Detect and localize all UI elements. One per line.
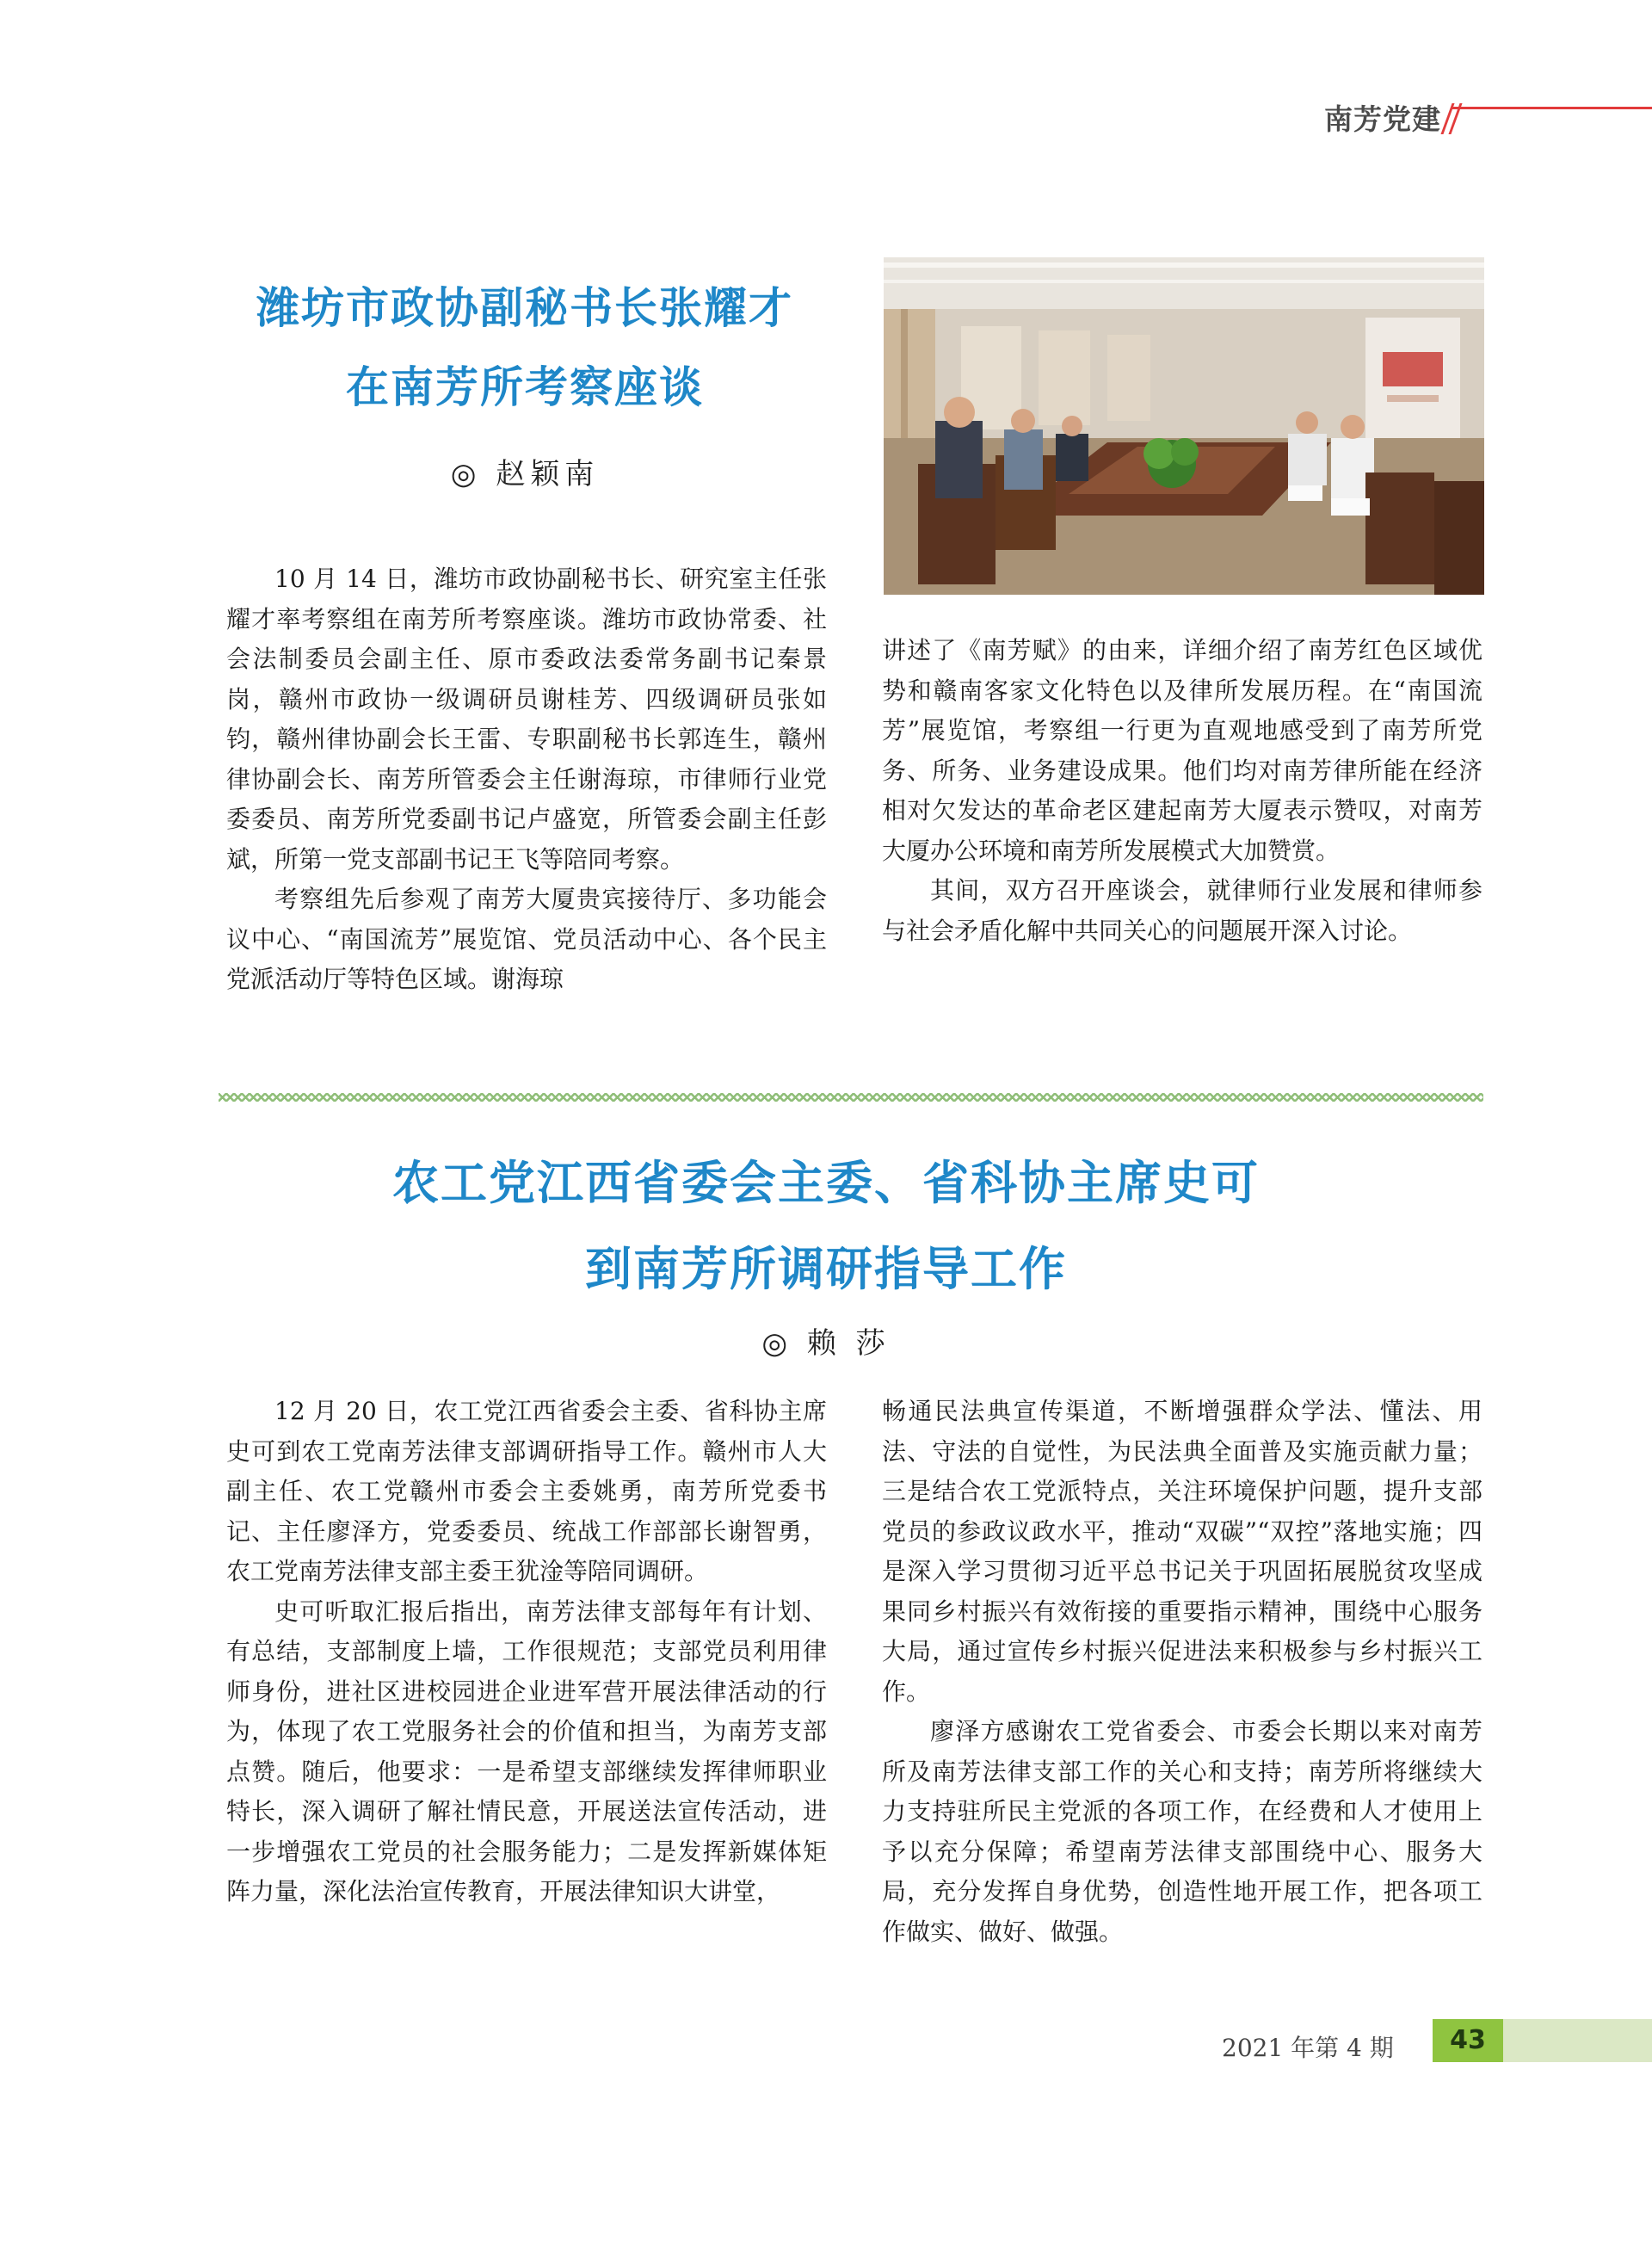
paragraph-continued: 讲述了《南芳赋》的由来，详细介绍了南芳红色区域优势和赣南客家文化特色以及律所发展历程。在“南国流芳”展览馆，考察组一行更为直观地感受到了南芳所党务、所务、业务建设成果。他们均对南芳律所能在经济相对欠发达的革命老区建起南芳大厦表示赞叹，对南芳大厦办公环境和南芳所发展模式大加赞赏。 (882, 636, 1482, 865)
meeting-photo (884, 257, 1484, 595)
paragraph-continued: 畅通民法典宣传渠道，不断增强群众学法、懂法、用法、守法的自觉性，为民法典全面普及实施贡献力量；三是结合农工党派特点，关注环境保护问题，提升支部党员的参政议政水平，推动“双碳”“双控”落地实施；四是深入学习贯彻习近平总书记关于巩固拓展脱贫攻坚成果同乡村振兴有效衔接的重要指示精神，围绕中心服务大局，通过宣传乡村振兴促进法来积极参与乡村振兴工作。 (882, 1397, 1482, 1706)
section-label: 南芳党建 (1324, 102, 1441, 136)
article1-title-line2: 在南芳所考察座谈 (346, 362, 704, 412)
article1-column1 (226, 559, 827, 1000)
section-divider (219, 1093, 1483, 1102)
article2-author: ◎ 赖 莎 (761, 1326, 891, 1361)
issue-label: 2021 年第 4 期 (1222, 2034, 1394, 2062)
footer-bar (1503, 2019, 1652, 2062)
meeting-photo-icon (884, 257, 1484, 595)
article1-column2 (882, 631, 1482, 951)
page-number: 43 (1433, 2019, 1503, 2062)
paragraph: 其间，双方召开座谈会，就律师行业发展和律师参与社会矛盾化解中共同关心的问题展开深入讨论。 (882, 876, 1482, 945)
article2-title-line2: 到南芳所调研指导工作 (585, 1242, 1067, 1296)
article1-title (189, 269, 860, 427)
article2-title (310, 1140, 1342, 1312)
article1-title-line1: 潍坊市政协副秘书长张耀才 (256, 283, 793, 333)
header-rule (1452, 107, 1652, 109)
paragraph: 12 月 20 日，农工党江西省委会主委、省科协主席史可到农工党南芳法律支部调研指导工作。赣州市人大副主任、农工党赣州市委会主委姚勇，南芳所党委书记、主任廖泽方，党委委员、统战工作部部长谢智勇，农工党南芳法律支部主委王犹淦等陪同调研。 (226, 1397, 827, 1585)
paragraph: 考察组先后参观了南芳大厦贵宾接待厅、多功能会议中心、“南国流芳”展览馆、党员活动中心、各个民主党派活动厅等特色区域。谢海琼 (226, 885, 827, 993)
article2-column2 (882, 1392, 1482, 1952)
paragraph: 10 月 14 日，潍坊市政协副秘书长、研究室主任张耀才率考察组在南芳所考察座谈。潍坊市政协常委、社会法制委员会副主任、原市委政法委常务副书记秦景岗，赣州市政协一级调研员谢桂芳、四级调研员张如钧，赣州律协副会长王雷、专职副秘书长郭连生，赣州律协副会长、南芳所管委会主任谢海琼，市律师行业党委委员、南芳所党委副书记卢盛宽，所管委会副主任彭斌，所第一党支部副书记王飞等陪同考察。 (226, 565, 827, 874)
paragraph: 廖泽方感谢农工党省委会、市委会长期以来对南芳所及南芳法律支部工作的关心和支持；南芳所将继续大力支持驻所民主党派的各项工作，在经费和人才使用上予以充分保障；希望南芳法律支部围绕中心、服务大局，充分发挥自身优势，创造性地开展工作，把各项工作做实、做好、做强。 (882, 1717, 1482, 1946)
article2-column1 (226, 1392, 827, 1912)
article2-title-line1: 农工党江西省委会主委、省科协主席史可 (392, 1156, 1260, 1210)
article1-author: ◎ 赵颖南 (450, 457, 600, 491)
paragraph: 史可听取汇报后指出，南芳法律支部每年有计划、有总结，支部制度上墙，工作很规范；支部党员利用律师身份，进社区进校园进企业进军营开展法律活动的行为，体现了农工党服务社会的价值和担当，为南芳支部点赞。随后，他要求：一是希望支部继续发挥律师职业特长，深入调研了解社情民意，开展送法宣传活动，进一步增强农工党员的社会服务能力；二是发挥新媒体矩阵力量，深化法治宣传教育，开展法律知识大讲堂， (226, 1597, 827, 1905)
